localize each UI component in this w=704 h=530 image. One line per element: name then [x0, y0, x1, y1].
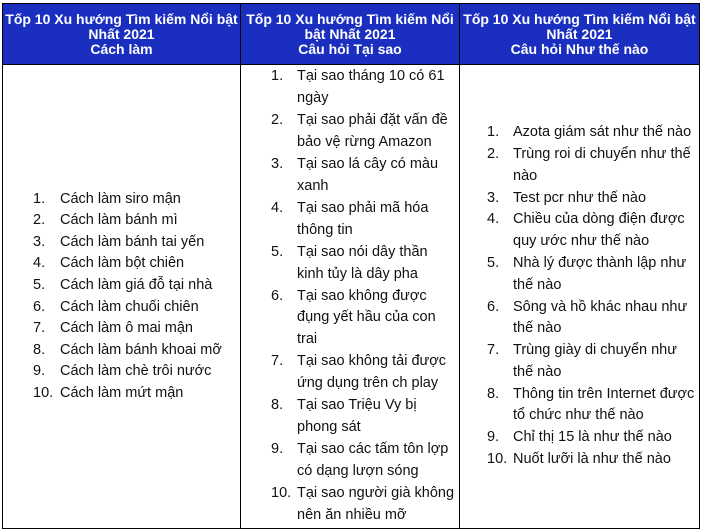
- list-item-text: Cách làm chuối chiên: [60, 298, 199, 315]
- list-item-number: 5.: [487, 254, 500, 271]
- list-item-number: 5.: [33, 276, 46, 293]
- list-item-number: 1.: [33, 190, 46, 207]
- list-item-text: Tại sao không tải được ứng dụng trên ch play: [297, 353, 446, 392]
- list-item-text: Tại sao tháng 10 có 61 ngày: [297, 68, 445, 107]
- list-item: [3, 297, 240, 319]
- header-cell-how: [460, 4, 700, 65]
- list-item: [241, 483, 459, 527]
- trends-table: [2, 3, 700, 529]
- list-item-text: Cách làm bột chiên: [60, 255, 185, 272]
- list-item-number: 5.: [271, 243, 284, 260]
- header-category: Câu hỏi Tại sao: [298, 40, 402, 57]
- list-item-number: 3.: [33, 233, 46, 250]
- list-item: [3, 340, 240, 362]
- list-item-text: Test pcr như thế nào: [513, 189, 647, 206]
- list-item: [3, 253, 240, 275]
- why-list: [241, 66, 459, 526]
- header-line2: Nhất 2021: [88, 25, 155, 42]
- body-cell-howto: [3, 65, 241, 529]
- list-item: [241, 154, 459, 198]
- list-item-number: 8.: [33, 341, 46, 358]
- list-item-text: Chỉ thị 15 là như thế nào: [513, 429, 672, 446]
- list-item: [460, 449, 699, 471]
- list-item-text: Tại sao phải đặt vấn đề bảo vệ rừng Amazon: [297, 112, 448, 151]
- list-item-text: Cách làm mứt mận: [60, 384, 184, 401]
- header-line1: Tốp 10 Xu hướng Tìm kiếm Nổi bật: [463, 10, 696, 27]
- list-item: [460, 340, 699, 384]
- list-item-number: 7.: [271, 353, 284, 370]
- list-item-text: Sông và hồ khác nhau như thế nào: [513, 298, 688, 337]
- list-item-number: 3.: [487, 189, 500, 206]
- list-item: [241, 395, 459, 439]
- body-cell-how: [460, 65, 700, 529]
- list-item: [460, 144, 699, 188]
- list-item-text: Azota giám sát như thế nào: [513, 124, 692, 141]
- list-item-number: 9.: [271, 440, 284, 457]
- list-item-text: Cách làm bánh mì: [60, 212, 178, 229]
- list-item-text: Tại sao không được đụng yết hầu của con trai: [297, 287, 436, 348]
- list-item: [460, 122, 699, 144]
- header-category: Câu hỏi Như thế nào: [510, 40, 649, 57]
- list-item-number: 6.: [33, 298, 46, 315]
- how-list: [460, 122, 699, 471]
- header-line2: bật Nhất 2021: [304, 25, 396, 42]
- list-item-text: Trùng roi di chuyển như thế nào: [513, 145, 691, 184]
- list-item-text: Nhà lý được thành lập như thế nào: [513, 254, 687, 293]
- list-item-text: Tại sao người già không nên ăn nhiều mỡ: [297, 484, 455, 523]
- list-item-number: 10.: [33, 384, 54, 401]
- list-item-text: Tại sao các tấm tôn lợp có dạng lượn sóng: [297, 440, 449, 479]
- list-item: [241, 286, 459, 352]
- list-item-number: 7.: [487, 342, 500, 359]
- list-item-text: Cách làm chè trôi nước: [60, 363, 212, 380]
- list-item: [3, 210, 240, 232]
- howto-list: [3, 189, 240, 405]
- body-row: [3, 65, 700, 529]
- list-item-number: 4.: [33, 255, 46, 272]
- list-item: [460, 297, 699, 341]
- list-item-text: Tại sao lá cây có màu xanh: [297, 156, 439, 195]
- list-item-text: Cách làm ô mai mận: [60, 320, 193, 337]
- list-item-number: 6.: [487, 298, 500, 315]
- list-item-number: 2.: [487, 145, 500, 162]
- list-item: [3, 318, 240, 340]
- header-row: [3, 4, 700, 65]
- list-item: [460, 427, 699, 449]
- list-item: [460, 209, 699, 253]
- list-item-number: 6.: [271, 287, 284, 304]
- list-item-number: 9.: [33, 363, 46, 380]
- list-item: [3, 189, 240, 211]
- list-item-number: 2.: [271, 112, 284, 129]
- list-item: [3, 232, 240, 254]
- list-item: [241, 351, 459, 395]
- list-item: [460, 384, 699, 428]
- list-item-text: Tại sao phải mã hóa thông tin: [297, 199, 429, 238]
- list-item-number: 10.: [487, 451, 508, 468]
- list-item-text: Nuốt lưỡi là như thế nào: [513, 451, 671, 468]
- list-item-number: 3.: [271, 156, 284, 173]
- list-item: [3, 275, 240, 297]
- list-item-text: Cách làm bánh khoai mỡ: [60, 341, 222, 358]
- list-item-number: 1.: [271, 68, 284, 85]
- list-item-text: Cách làm giá đỗ tại nhà: [60, 276, 213, 293]
- header-line1: Tốp 10 Xu hướng Tìm kiếm Nổi: [246, 10, 454, 27]
- header-line1: Tốp 10 Xu hướng Tìm kiếm Nổi bật: [5, 10, 238, 27]
- list-item-number: 8.: [271, 397, 284, 414]
- list-item-number: 8.: [487, 385, 500, 402]
- list-item-text: Tại sao Triệu Vy bị phong sát: [297, 397, 417, 435]
- list-item: [460, 253, 699, 297]
- list-item: [241, 439, 459, 483]
- header-cell-howto: [3, 4, 241, 65]
- list-item-text: Thông tin trên Internet được tổ chức như thế nào: [513, 385, 695, 424]
- list-item-text: Tại sao nói dây thần kinh tủy là dây pha: [297, 243, 428, 282]
- list-item-number: 4.: [271, 199, 284, 216]
- list-item-text: Trùng giày di chuyển như thế nào: [513, 342, 677, 380]
- body-cell-why: [241, 65, 460, 529]
- list-item-number: 10.: [271, 484, 292, 501]
- list-item: [460, 188, 699, 210]
- list-item: [241, 242, 459, 286]
- list-item: [3, 383, 240, 405]
- list-item: [241, 198, 459, 242]
- list-item-text: Cách làm bánh tai yến: [60, 233, 205, 250]
- list-item-number: 2.: [33, 212, 46, 229]
- list-item-number: 7.: [33, 320, 46, 337]
- list-item-number: 4.: [487, 211, 500, 228]
- list-item-number: 9.: [487, 429, 500, 446]
- list-item-text: Cách làm siro mận: [60, 190, 181, 207]
- header-cell-why: [241, 4, 460, 65]
- list-item: [241, 66, 459, 110]
- list-item-text: Chiều của dòng điện được quy ước như thế nào: [513, 211, 685, 250]
- header-line2: Nhất 2021: [546, 25, 613, 42]
- list-item: [241, 110, 459, 154]
- list-item-number: 1.: [487, 124, 500, 141]
- list-item: [3, 361, 240, 383]
- header-category: Cách làm: [90, 40, 153, 57]
